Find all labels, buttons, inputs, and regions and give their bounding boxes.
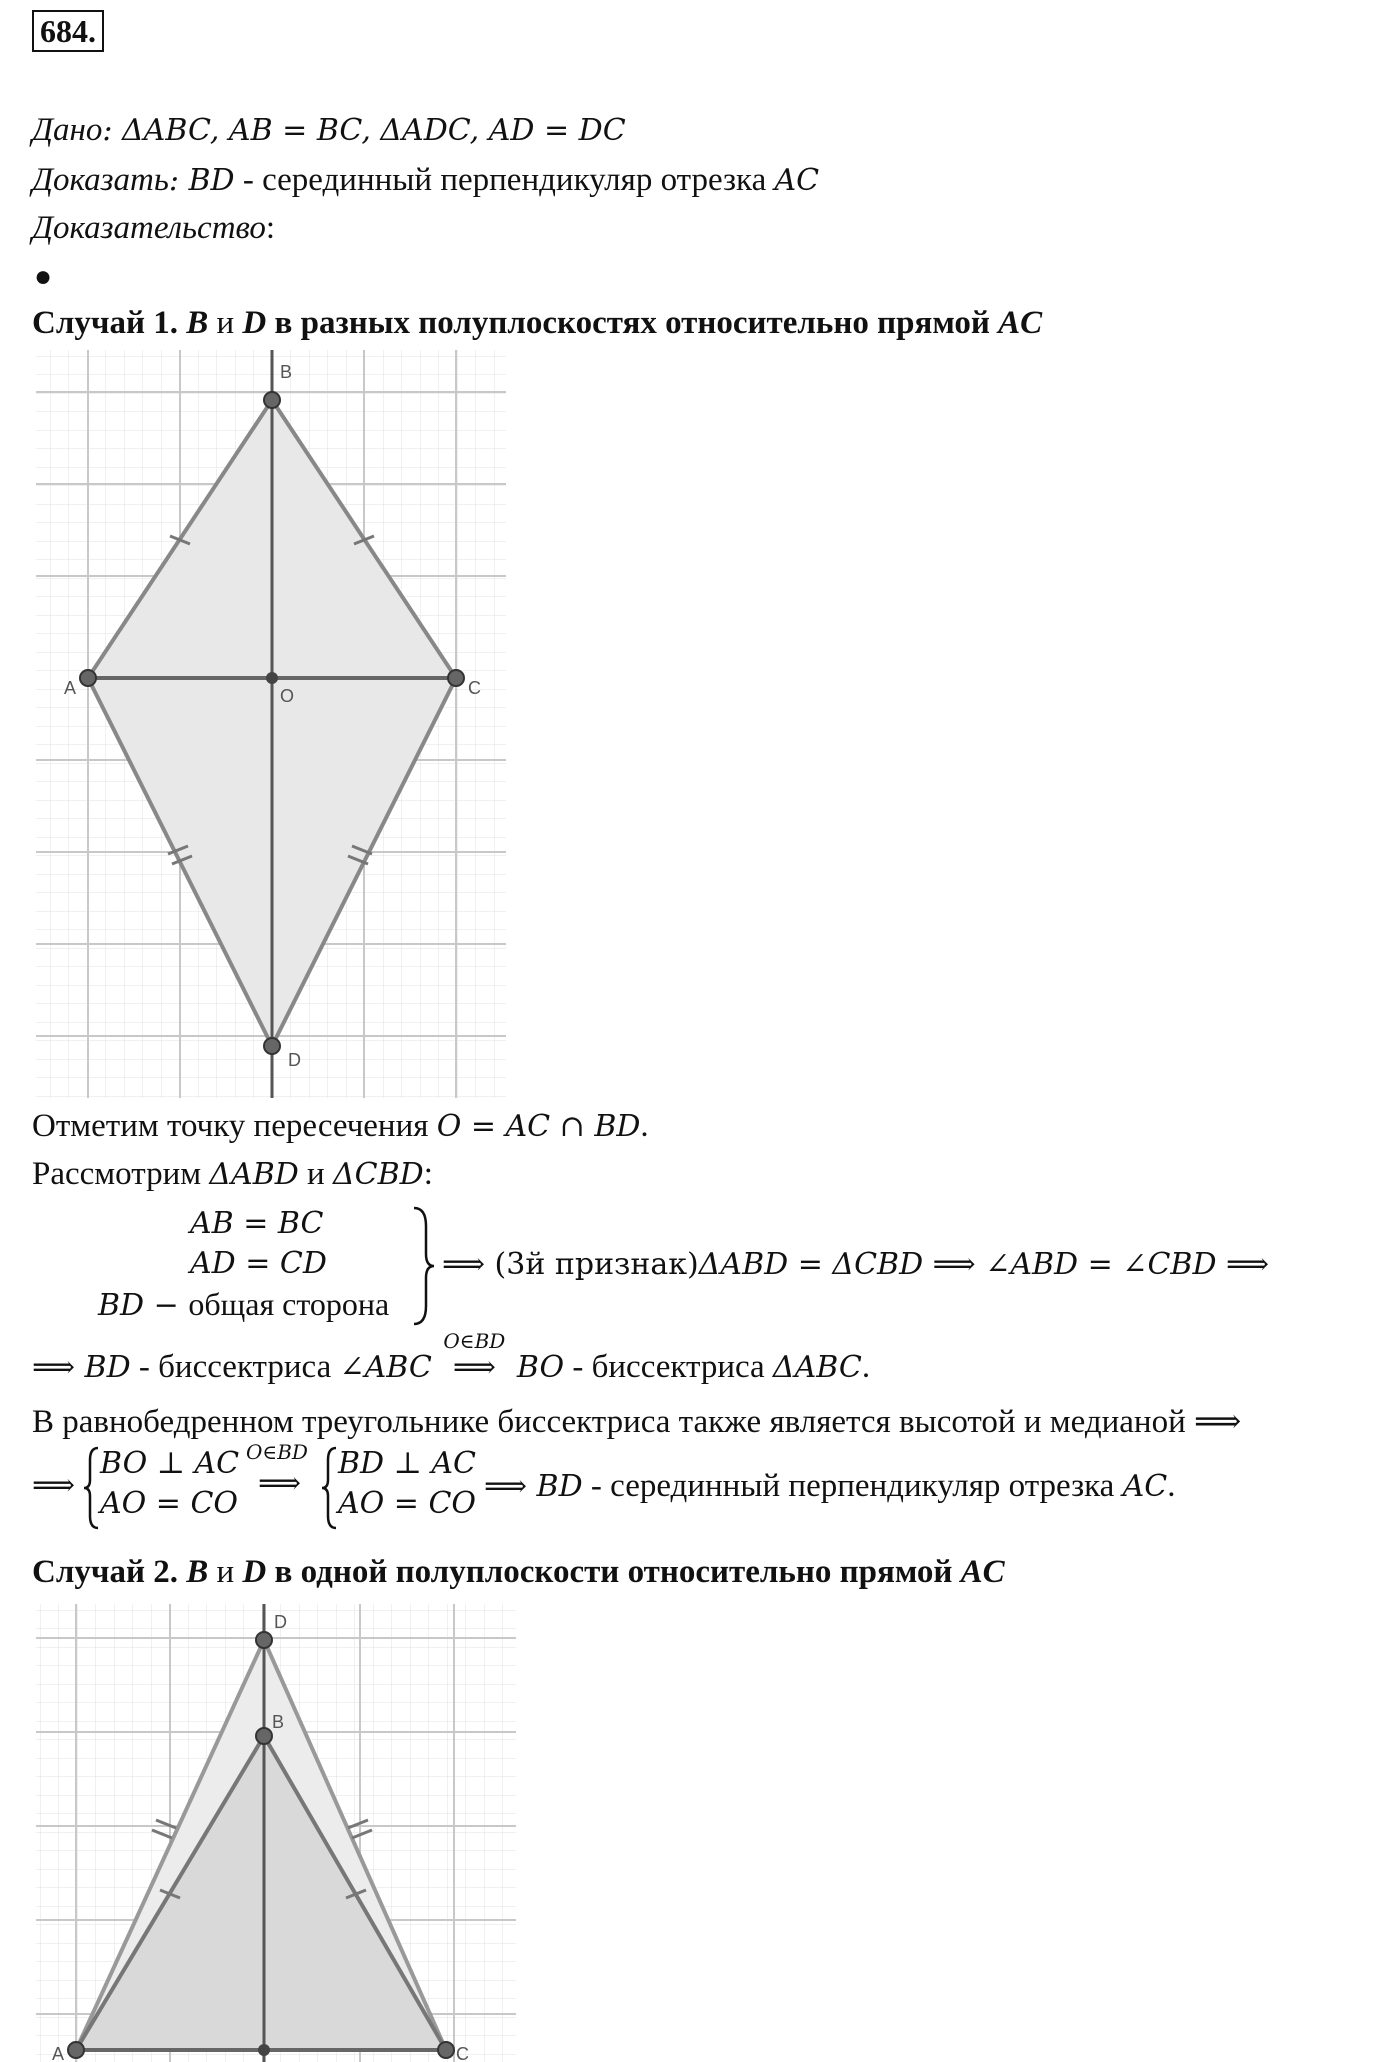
point-c bbox=[448, 670, 464, 686]
point-d-2 bbox=[256, 1632, 272, 1648]
point-b bbox=[264, 392, 280, 408]
system1-result-a: ⟹ (3й признак) bbox=[442, 1247, 699, 1282]
case1-title-c: и bbox=[208, 305, 243, 341]
prove-label: Доказать bbox=[32, 162, 169, 198]
step5-sys1-row1: BO ⊥ AC bbox=[100, 1446, 240, 1481]
step3-line bbox=[32, 1329, 871, 1388]
case1-title-d: D bbox=[242, 305, 267, 341]
step4-text: В равнобедренном треугольнике биссектриса также является высотой и медианой ⟹ bbox=[32, 1404, 1242, 1440]
step5-arrow2: ⟹ bbox=[258, 1466, 302, 1501]
step3-g: . bbox=[861, 1349, 871, 1385]
point-d bbox=[264, 1038, 280, 1054]
proof-label: Доказательство bbox=[32, 210, 266, 246]
step1-end: . bbox=[640, 1108, 649, 1144]
point-c-2 bbox=[438, 2042, 454, 2058]
step3-a: ⟹ BD bbox=[32, 1350, 131, 1385]
case2-title-c: и bbox=[208, 1554, 243, 1590]
step5-brace2 bbox=[320, 1446, 338, 1530]
point-b-2 bbox=[256, 1728, 272, 1744]
problem-number: 684. bbox=[32, 10, 104, 52]
step3-b: - биссектриса bbox=[130, 1349, 340, 1385]
prove-line bbox=[32, 160, 819, 201]
step5-sys1-row2: AO = CO bbox=[100, 1486, 239, 1521]
case2-title-e: в одной полуплоскости относительно прямой bbox=[266, 1554, 961, 1590]
figure-kite bbox=[36, 350, 516, 1098]
case2-title-f: AC bbox=[960, 1554, 1005, 1590]
step5-end: . bbox=[1167, 1468, 1176, 1504]
point-o bbox=[266, 672, 278, 684]
step2-and: и bbox=[298, 1156, 333, 1192]
bullet: ● bbox=[34, 260, 53, 293]
step3-e: - биссектриса bbox=[564, 1349, 773, 1385]
label-d-2: D bbox=[274, 1612, 287, 1632]
step3-over-arrow bbox=[441, 1329, 507, 1388]
label-c: C bbox=[468, 678, 481, 698]
case2-title-b: B bbox=[186, 1554, 209, 1590]
system1-row2: AD = CD bbox=[190, 1246, 327, 1281]
case1-title-e: в разных полуплоскостях относительно прямой bbox=[266, 305, 999, 341]
label-d: D bbox=[288, 1050, 301, 1070]
label-c-2: C bbox=[456, 2044, 469, 2062]
step4-line bbox=[32, 1402, 1241, 1442]
step3-over: O∈BD bbox=[443, 1329, 506, 1353]
step2-text: Рассмотрим bbox=[32, 1156, 210, 1192]
label-b-2: B bbox=[272, 1712, 285, 1732]
system1-result bbox=[442, 1244, 1269, 1285]
figure-triangles bbox=[36, 1604, 516, 2062]
step3-arrow: ⟹ bbox=[452, 1350, 496, 1385]
system1-brace bbox=[412, 1206, 436, 1326]
prove-ac: AC bbox=[774, 163, 820, 198]
system1-row3-math: BD − bbox=[98, 1288, 189, 1323]
step5-ac: AC bbox=[1122, 1469, 1168, 1504]
label-a-2: A bbox=[52, 2044, 65, 2062]
label-o: O bbox=[280, 686, 295, 706]
case1-title-b: B bbox=[186, 305, 209, 341]
step3-d: BO bbox=[507, 1350, 565, 1385]
step1-line bbox=[32, 1106, 649, 1147]
step5-arrow1: ⟹ bbox=[32, 1468, 76, 1503]
step2-end: : bbox=[423, 1156, 433, 1192]
step5-brace1 bbox=[82, 1446, 100, 1530]
step2-line bbox=[32, 1154, 433, 1195]
system1-row3-text: общая сторона bbox=[188, 1286, 390, 1322]
step3-f: ΔABC bbox=[772, 1350, 862, 1385]
prove-var: : BD bbox=[168, 163, 235, 198]
given-line bbox=[32, 110, 626, 151]
label-a: A bbox=[64, 678, 77, 698]
step5-sys2-row2: AO = CO bbox=[338, 1486, 477, 1521]
step1-text: Отметим точку пересечения bbox=[32, 1108, 437, 1144]
step5-sys2-row1: BD ⊥ AC bbox=[338, 1446, 477, 1481]
step1-math: O = AC ∩ BD bbox=[436, 1109, 641, 1144]
point-a-2 bbox=[68, 2042, 84, 2058]
case2-title-d: D bbox=[242, 1554, 267, 1590]
step3-c: ∠ABC bbox=[339, 1350, 442, 1385]
case1-title-f: AC bbox=[998, 305, 1043, 341]
step5-over: O∈BD bbox=[246, 1440, 308, 1464]
system1-row3 bbox=[98, 1286, 389, 1323]
step2-math2: ΔCBD bbox=[332, 1157, 424, 1192]
system1-row1: AB = BC bbox=[190, 1206, 324, 1241]
given-label: Дано bbox=[32, 112, 103, 148]
step5-text: - серединный перпендикуляр отрезка bbox=[582, 1468, 1123, 1504]
point-a bbox=[80, 670, 96, 686]
case2-title bbox=[32, 1552, 1005, 1592]
given-math: : ΔABC, AB = BC, ΔADC, AD = DC bbox=[102, 113, 626, 148]
proof-colon: : bbox=[265, 210, 276, 246]
prove-text: - серединный перпендикуляр отрезка bbox=[234, 162, 775, 198]
step2-math1: ΔABD bbox=[209, 1157, 299, 1192]
point-o-2 bbox=[258, 2044, 270, 2056]
case2-title-a: Случай 2. bbox=[32, 1554, 187, 1590]
step5-conclusion bbox=[484, 1466, 1175, 1507]
case1-title-a: Случай 1. bbox=[32, 305, 187, 341]
case1-title bbox=[32, 303, 1042, 343]
system1-result-b: ΔABD = ΔCBD ⟹ ∠ABD = ∠CBD ⟹ bbox=[698, 1247, 1270, 1282]
label-b: B bbox=[280, 362, 293, 382]
step5-arrow3: ⟹ BD bbox=[484, 1469, 583, 1504]
proof-line bbox=[32, 208, 275, 248]
